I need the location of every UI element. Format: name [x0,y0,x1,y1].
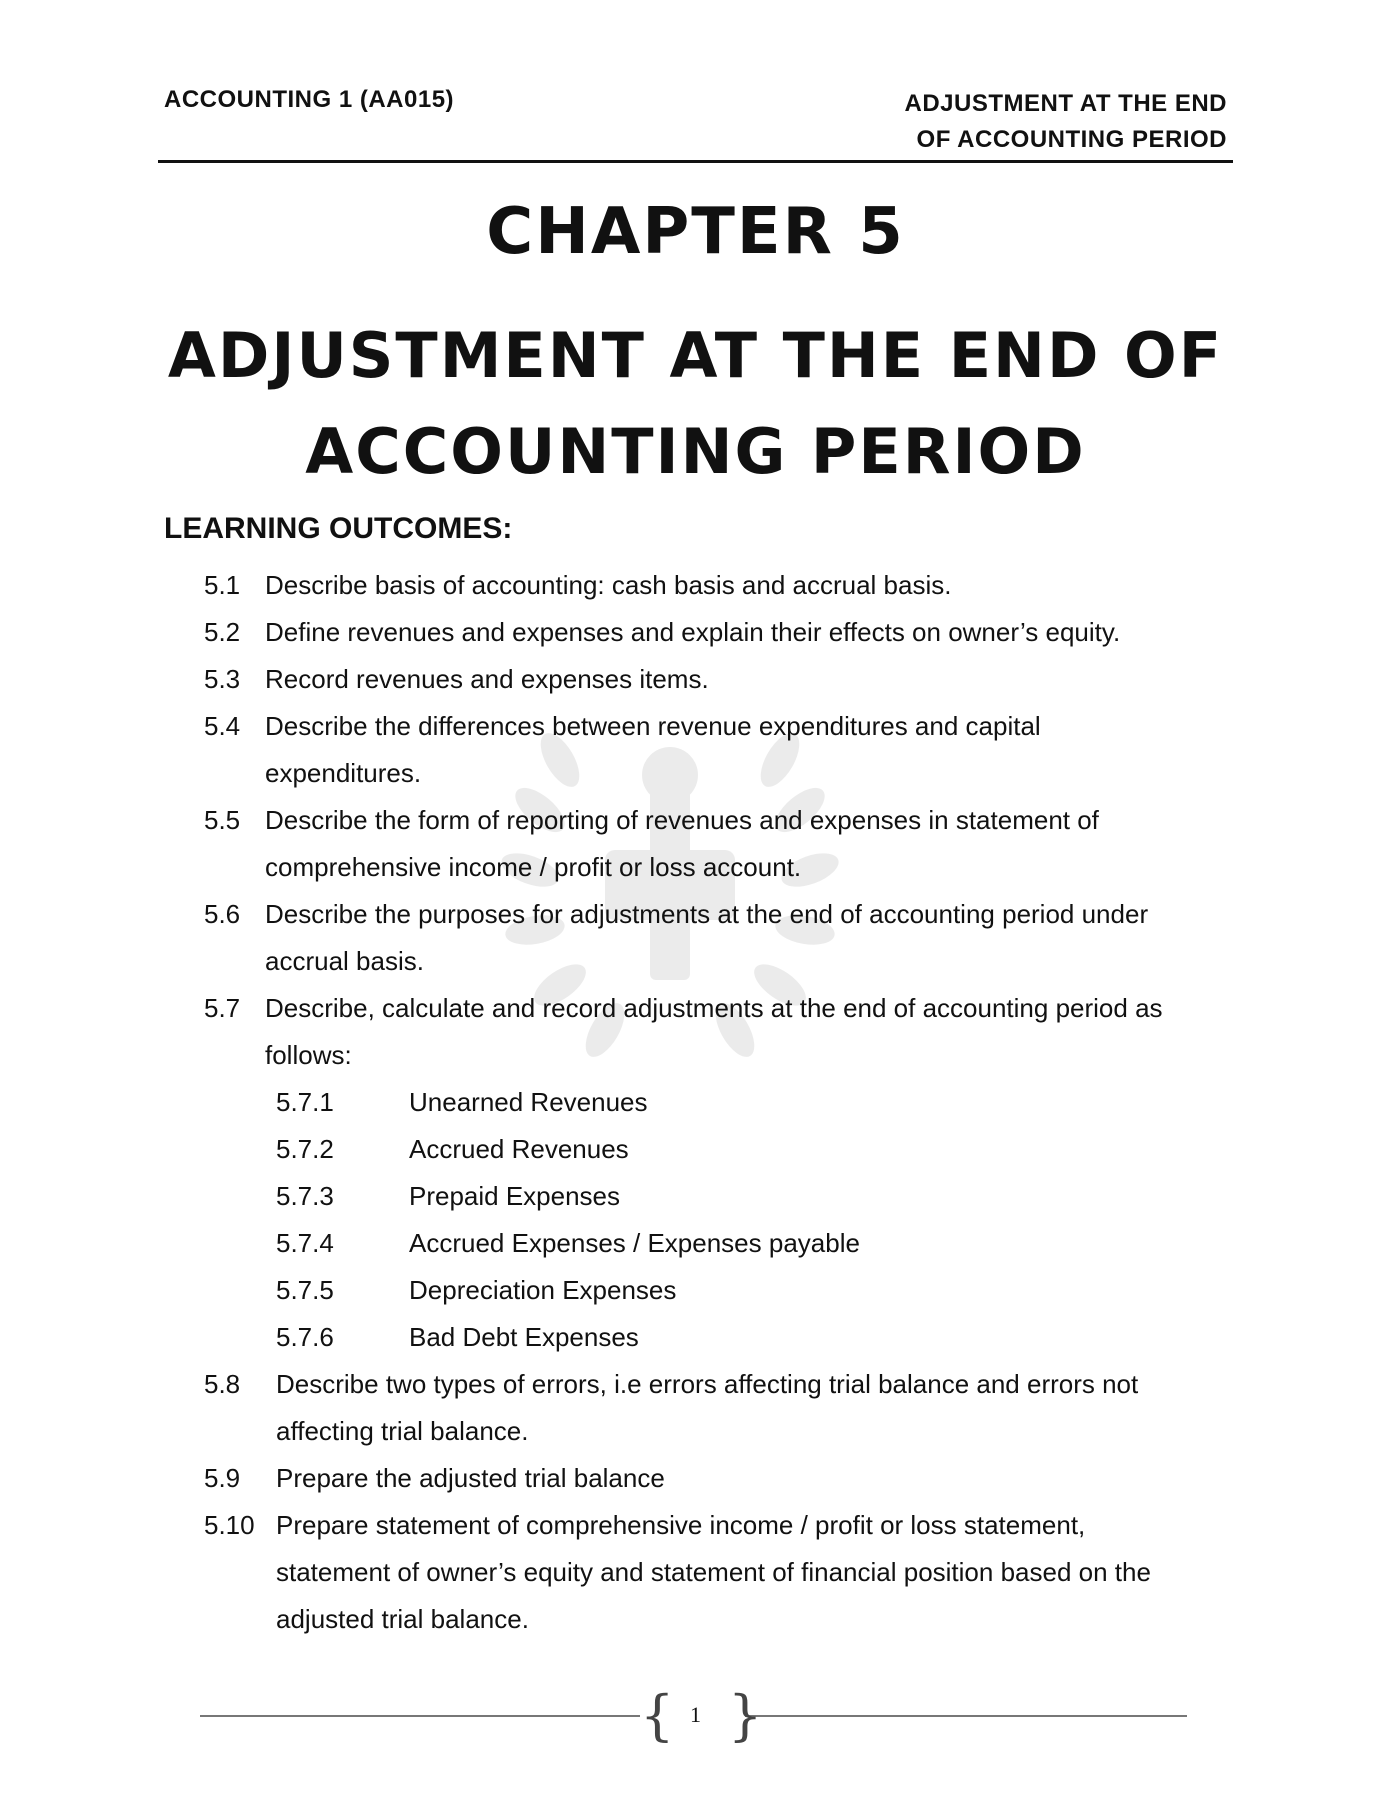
learning-outcomes-list [0,562,1391,1643]
outcome-number: 5.7 [204,993,241,1023]
sub-outcome-number: 5.7.3 [276,1181,334,1211]
list-item [0,891,1391,938]
list-item [0,1455,1391,1502]
sub-outcome-number: 5.7.2 [276,1134,334,1164]
outcome-text: Describe two types of errors, i.e errors affecting trial balance and errors not [276,1369,1139,1399]
sub-list-item [0,1079,1391,1126]
list-item-continuation [0,938,1391,985]
outcome-number: 5.9 [204,1463,241,1493]
outcome-text: adjusted trial balance. [276,1604,529,1634]
left-brace-icon: { [640,1684,675,1747]
outcome-number: 5.1 [204,570,241,600]
sub-outcome-number: 5.7.5 [276,1275,334,1305]
list-item [0,609,1391,656]
sub-outcome-text: Depreciation Expenses [409,1275,677,1305]
sub-outcome-text: Accrued Revenues [409,1134,629,1164]
list-item-continuation [0,1549,1391,1596]
outcome-number: 5.5 [204,805,241,835]
outcome-text: expenditures. [265,758,422,788]
outcome-text: Describe the differences between revenue expenditures and capital [265,711,1041,741]
chapter-title-line2: ACCOUNTING PERIOD [305,415,1086,488]
sub-list-item [0,1314,1391,1361]
list-item-continuation [0,844,1391,891]
outcome-number: 5.3 [204,664,241,694]
sub-outcome-text: Accrued Expenses / Expenses payable [409,1228,860,1258]
outcome-text: Describe the form of reporting of revenues and expenses in statement of [265,805,1099,835]
header-chapter-title-line1: ADJUSTMENT AT THE END [904,90,1227,117]
outcome-number: 5.4 [204,711,241,741]
outcome-text: Describe basis of accounting: cash basis and accrual basis. [265,570,952,600]
page-number: 1 [690,1702,701,1727]
outcome-number: 5.10 [204,1510,255,1540]
sub-outcome-text: Bad Debt Expenses [409,1322,639,1352]
list-item-continuation [0,1596,1391,1643]
sub-list-item [0,1220,1391,1267]
outcome-text: Prepare the adjusted trial balance [276,1463,665,1493]
sub-list-item [0,1126,1391,1173]
list-item [0,703,1391,750]
outcome-text: Describe the purposes for adjustments at the end of accounting period under [265,899,1149,929]
sub-list-item [0,1173,1391,1220]
sub-list-item [0,1267,1391,1314]
sub-outcome-text: Unearned Revenues [409,1087,648,1117]
outcome-text: Describe, calculate and record adjustments at the end of accounting period as [265,993,1163,1023]
list-item [0,1502,1391,1549]
outcome-text: statement of owner’s equity and statement of financial position based on the [276,1557,1151,1587]
outcome-text: comprehensive income / profit or loss account. [265,852,802,882]
header-chapter-title-line2: OF ACCOUNTING PERIOD [916,126,1227,153]
chapter-number: CHAPTER 5 [486,195,905,269]
list-item [0,985,1391,1032]
header-course-code: ACCOUNTING 1 (AA015) [164,86,455,113]
sub-outcome-number: 5.7.6 [276,1322,334,1352]
list-item [0,656,1391,703]
outcome-number: 5.2 [204,617,241,647]
outcome-number: 5.8 [204,1369,241,1399]
outcome-text: Define revenues and expenses and explain their effects on owner’s equity. [265,617,1121,647]
header-chapter-title [905,86,1228,158]
sub-outcome-number: 5.7.4 [276,1228,334,1258]
list-item [0,1361,1391,1408]
sub-outcome-number: 5.7.1 [276,1087,334,1117]
header-divider [158,160,1233,163]
list-item-continuation [0,1032,1391,1079]
chapter-title-line1: ADJUSTMENT AT THE END OF [167,319,1224,392]
outcome-text: accrual basis. [265,946,424,976]
list-item [0,797,1391,844]
outcome-text: Prepare statement of comprehensive income / profit or loss statement, [276,1510,1086,1540]
learning-outcomes-heading: LEARNING OUTCOMES: [164,512,513,545]
outcome-number: 5.6 [204,899,241,929]
chapter-title [0,308,1391,500]
list-item-continuation [0,1408,1391,1455]
outcome-text: affecting trial balance. [276,1416,529,1446]
outcome-text: follows: [265,1040,352,1070]
list-item-continuation [0,750,1391,797]
list-item [0,562,1391,609]
sub-outcome-text: Prepaid Expenses [409,1181,621,1211]
right-brace-icon: } [728,1684,763,1747]
outcome-text: Record revenues and expenses items. [265,664,709,694]
